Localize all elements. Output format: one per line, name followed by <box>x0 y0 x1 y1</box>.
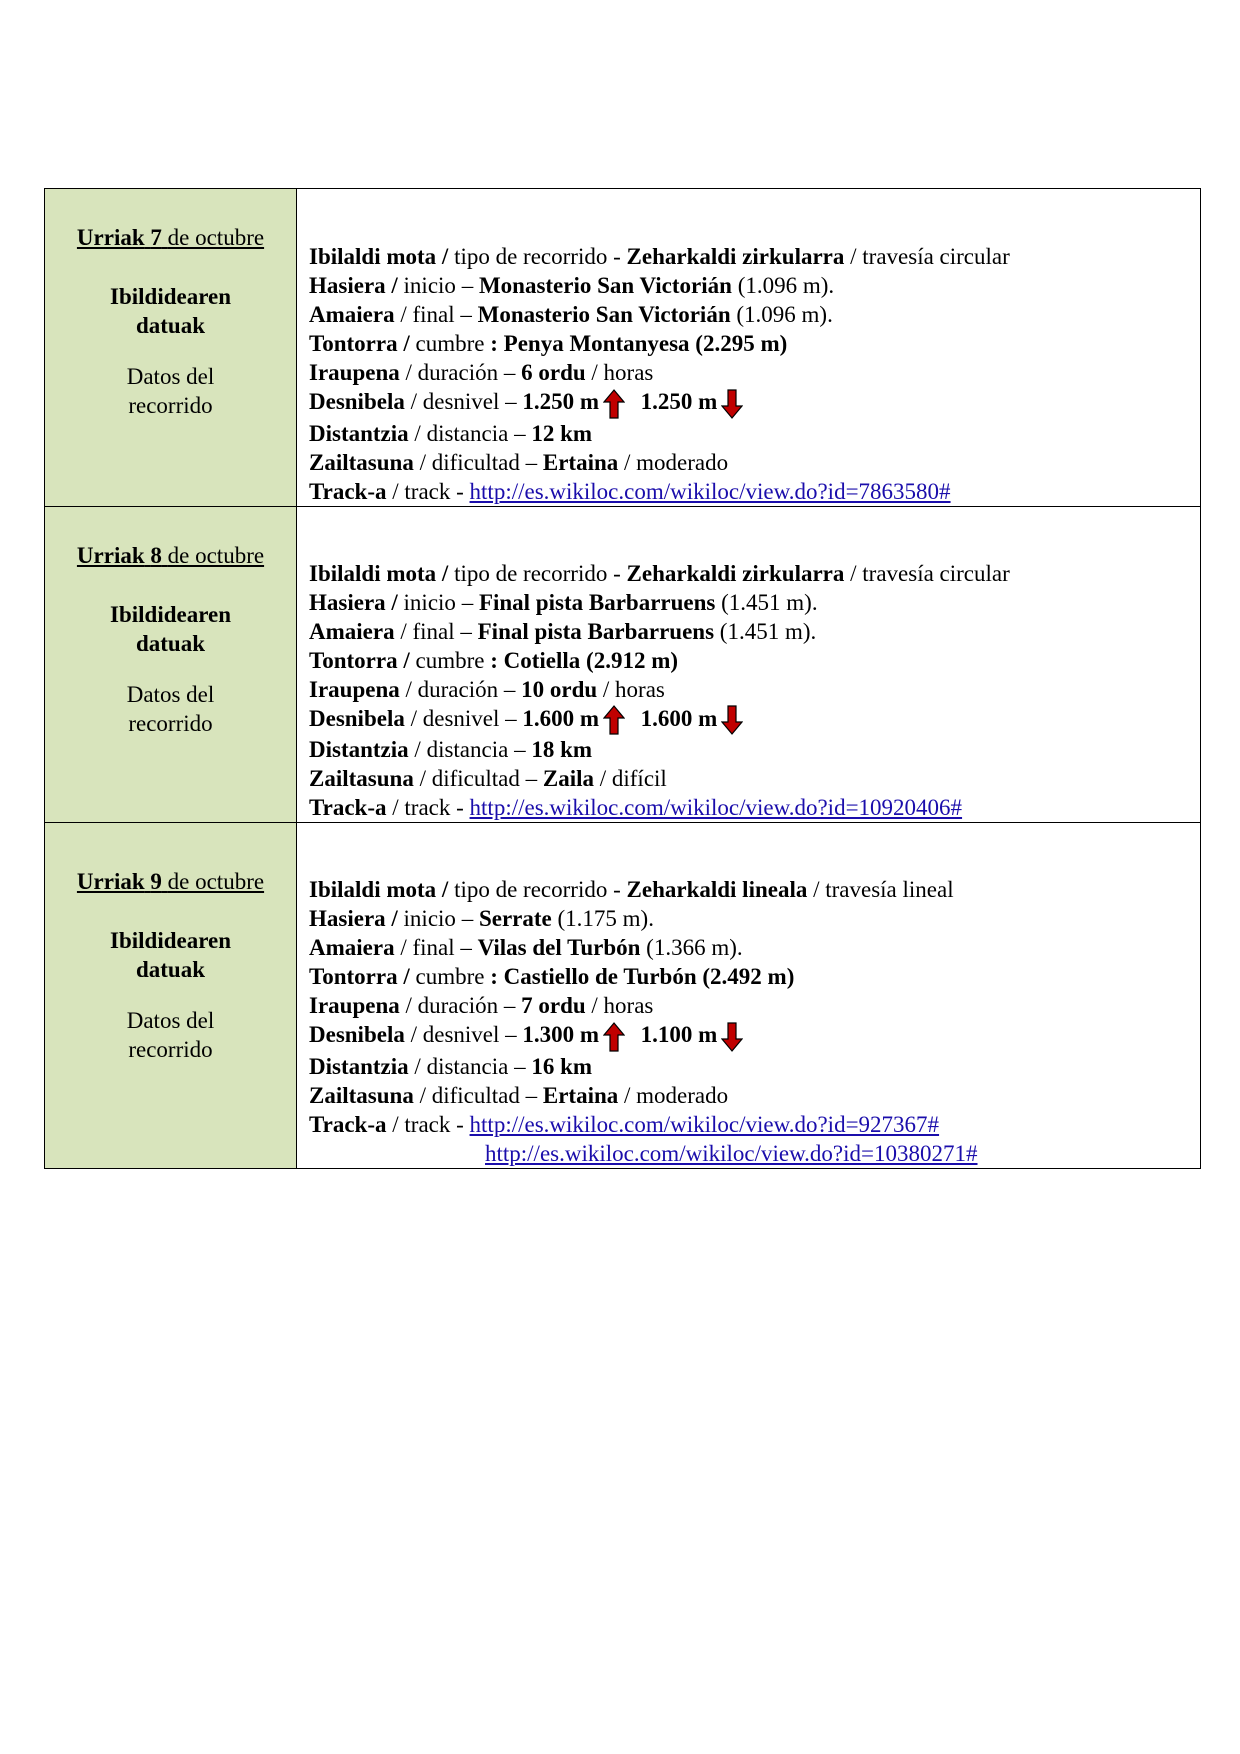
track-line: Track-a / track - http://es.wikiloc.com/wikiloc/view.do?id=10920406# <box>309 795 963 821</box>
distancia-line: Distantzia / distancia – 12 km <box>309 420 593 446</box>
routes-table <box>44 188 1201 1169</box>
track-link[interactable]: http://es.wikiloc.com/wikiloc/view.do?id=7863580# <box>469 478 951 504</box>
datos-heading: Datos del recorrido <box>126 364 215 418</box>
arrow-down-icon <box>721 389 743 419</box>
desnivel-line: Desnibela / desnivel – 1.600 m 1.600 m <box>309 704 1200 736</box>
datuak-heading: Ibildidearen datuak <box>110 928 231 983</box>
distancia-line: Distantzia / distancia – 18 km <box>309 737 593 763</box>
date-cell <box>45 506 297 823</box>
date-label: Urriak 8 de octubre <box>76 542 265 568</box>
arrow-up-icon <box>603 705 625 735</box>
tipo-line: Ibilaldi mota / tipo de recorrido - Zeharkaldi lineala / travesía lineal <box>309 877 954 903</box>
inicio-line: Hasiera / inicio – Monasterio San Victorián (1.096 m). <box>309 273 835 298</box>
track-link[interactable]: http://es.wikiloc.com/wikiloc/view.do?id=10920406# <box>469 795 963 821</box>
distancia-line: Distantzia / distancia – 16 km <box>309 1054 593 1080</box>
duracion-line: Iraupena / duración – 10 ordu / horas <box>309 676 665 702</box>
desnivel-line: Desnibela / desnivel – 1.250 m 1.250 m <box>309 387 1200 419</box>
track-link[interactable]: http://es.wikiloc.com/wikiloc/view.do?id=927367# <box>469 1112 940 1138</box>
arrow-up-icon <box>603 1022 625 1052</box>
track-line: Track-a / track - http://es.wikiloc.com/wikiloc/view.do?id=7863580# <box>309 478 951 504</box>
dificultad-line: Zailtasuna / dificultad – Zaila / difícil <box>309 766 667 792</box>
track-link[interactable]: http://es.wikiloc.com/wikiloc/view.do?id=10380271# <box>485 1141 978 1167</box>
datuak-heading: Ibildidearen datuak <box>110 284 231 338</box>
date-label: Urriak 9 de octubre <box>76 869 265 895</box>
tipo-line: Ibilaldi mota / tipo de recorrido - Zeharkaldi zirkularra / travesía circular <box>309 244 1010 269</box>
route-row <box>45 189 1201 507</box>
arrow-down-icon <box>721 705 743 735</box>
details-cell <box>297 189 1201 507</box>
final-line: Amaiera / final – Monasterio San Victorián (1.096 m). <box>309 302 833 327</box>
datos-heading: Datos del recorrido <box>126 1008 215 1063</box>
track-line: Track-a / track - http://es.wikiloc.com/wikiloc/view.do?id=927367# <box>309 1112 940 1138</box>
datuak-heading: Ibildidearen datuak <box>110 601 231 656</box>
cumbre-line: Tontorra / cumbre : Penya Montanyesa (2.295 m) <box>309 331 788 356</box>
arrow-down-icon <box>721 1022 743 1052</box>
cumbre-line: Tontorra / cumbre : Castiello de Turbón (2.492 m) <box>309 964 795 990</box>
final-line: Amaiera / final – Vilas del Turbón (1.366 m). <box>309 935 743 961</box>
duracion-line: Iraupena / duración – 7 ordu / horas <box>309 993 654 1019</box>
desnivel-line: Desnibela / desnivel – 1.300 m 1.100 m <box>309 1020 1200 1052</box>
date-cell <box>45 189 297 507</box>
date-cell <box>45 823 297 1169</box>
route-row <box>45 506 1201 823</box>
final-line: Amaiera / final – Final pista Barbarruens (1.451 m). <box>309 618 817 644</box>
inicio-line: Hasiera / inicio – Final pista Barbarruens (1.451 m). <box>309 589 818 615</box>
dificultad-line: Zailtasuna / dificultad – Ertaina / moderado <box>309 449 729 475</box>
datos-heading: Datos del recorrido <box>126 681 215 736</box>
dificultad-line: Zailtasuna / dificultad – Ertaina / moderado <box>309 1083 729 1109</box>
arrow-up-icon <box>603 389 625 419</box>
date-label: Urriak 7 de octubre <box>76 225 265 250</box>
details-cell <box>297 506 1201 823</box>
duracion-line: Iraupena / duración – 6 ordu / horas <box>309 360 654 385</box>
route-row <box>45 823 1201 1169</box>
tipo-line: Ibilaldi mota / tipo de recorrido - Zeharkaldi zirkularra / travesía circular <box>309 560 1010 586</box>
inicio-line: Hasiera / inicio – Serrate (1.175 m). <box>309 906 654 932</box>
details-cell <box>297 823 1201 1169</box>
cumbre-line: Tontorra / cumbre : Cotiella (2.912 m) <box>309 647 679 673</box>
